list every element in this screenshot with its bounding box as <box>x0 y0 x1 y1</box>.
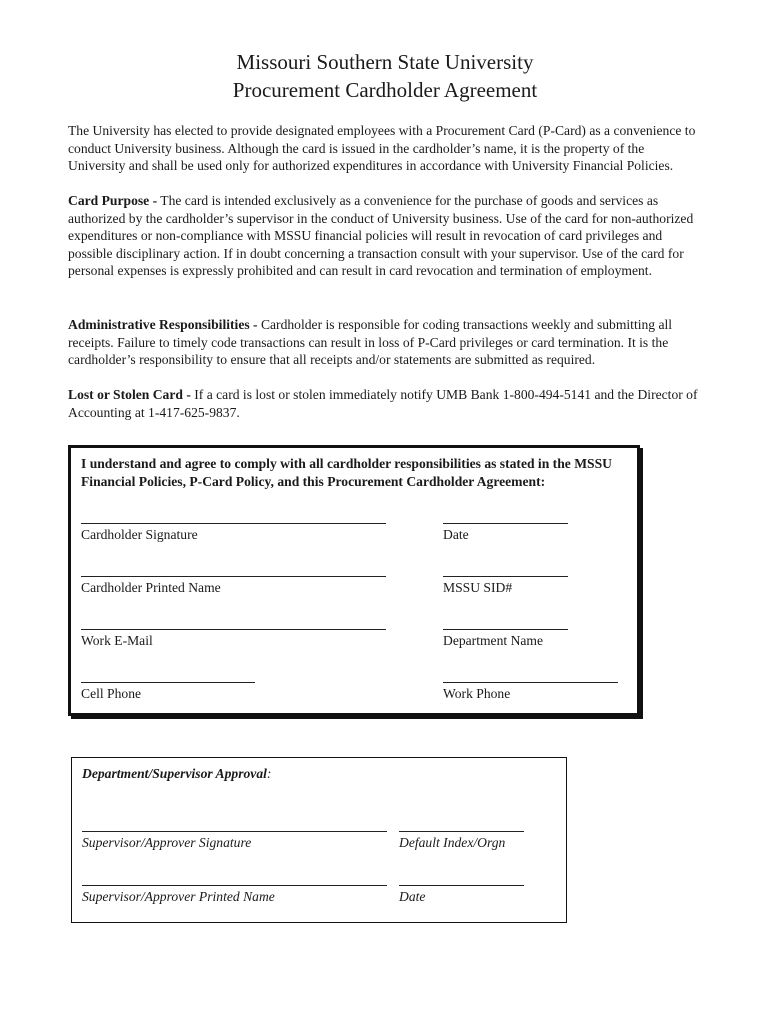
lost-card-paragraph <box>68 386 700 421</box>
work-phone-line[interactable] <box>443 682 618 683</box>
university-name: Missouri Southern State University <box>236 50 534 74</box>
sid-line[interactable] <box>443 576 568 577</box>
supervisor-printed-name-label: Supervisor/Approver Printed Name <box>82 889 275 904</box>
printed-name-label: Cardholder Printed Name <box>81 580 221 595</box>
default-index-label: Default Index/Orgn <box>399 835 506 850</box>
work-email-label: Work E-Mail <box>81 633 153 648</box>
date-line[interactable] <box>443 523 568 524</box>
cardholder-signature-line[interactable] <box>81 523 386 524</box>
card-purpose-paragraph <box>68 192 700 280</box>
approval-box <box>71 757 567 923</box>
document-title: Procurement Cardholder Agreement <box>232 78 538 102</box>
admin-paragraph <box>68 316 700 369</box>
department-name-label: Department Name <box>443 633 544 648</box>
approval-heading-text: Department/Supervisor Approval <box>82 766 267 781</box>
supervisor-signature-line[interactable] <box>82 831 387 832</box>
card-purpose-body: The card is intended exclusively as a convenience for the purchase of goods and services as authorized by the cardholder’s supervisor in the conduct of University business. Use of the card for non-authorized expenditures or non-compliance with MSSU financial policies will result in revocation of card privileges and possible disciplinary action. If in doubt concerning a transaction consult with your supervisor. Use of the card for personal expenses is expressly prohibited and can result in card revocation and termination of employment. <box>68 193 694 279</box>
cardholder-signature-label: Cardholder Signature <box>81 527 198 542</box>
default-index-line[interactable] <box>399 831 524 832</box>
agreement-box <box>68 445 640 716</box>
admin-body: Cardholder is responsible for coding transactions weekly and submitting all receipts. Failure to timely code transactions can result in loss of P-Card privileges or card termination. It is the cardholder’s responsibility to ensure that all receipts and/or statements are submitted as required. <box>68 317 673 368</box>
sid-label: MSSU SID# <box>443 580 513 595</box>
lost-card-heading: Lost or Stolen Card - <box>68 387 191 402</box>
approval-date-label: Date <box>399 889 426 904</box>
intro-paragraph: The University has elected to provide designated employees with a Procurement Card (P-Card) as a convenience to conduct University business. Although the card is issued in the cardholder’s name, it is the property of the University and shall be used only for authorized expenditures in accordance with University Financial Policies. <box>68 123 696 174</box>
work-email-line[interactable] <box>81 629 386 630</box>
cell-phone-label: Cell Phone <box>81 686 142 701</box>
date-label: Date <box>443 527 469 542</box>
printed-name-line[interactable] <box>81 576 386 577</box>
approval-heading <box>82 766 271 782</box>
agreement-statement: I understand and agree to comply with all cardholder responsibilities as stated in the MSSU Financial Policies, P-Card Policy, and this Procurement Cardholder Agreement: <box>81 456 612 489</box>
lost-card-body: If a card is lost or stolen immediately notify UMB Bank 1-800-494-5141 and the Director of Accounting at 1-417-625-9837. <box>68 387 698 420</box>
department-name-line[interactable] <box>443 629 568 630</box>
work-phone-label: Work Phone <box>443 686 511 701</box>
admin-heading: Administrative Responsibilities - <box>68 317 258 332</box>
approval-date-line[interactable] <box>399 885 524 886</box>
supervisor-signature-label: Supervisor/Approver Signature <box>82 835 252 850</box>
cell-phone-line[interactable] <box>81 682 255 683</box>
card-purpose-heading: Card Purpose - <box>68 193 158 208</box>
approval-heading-colon: : <box>266 766 272 781</box>
supervisor-printed-name-line[interactable] <box>82 885 387 886</box>
